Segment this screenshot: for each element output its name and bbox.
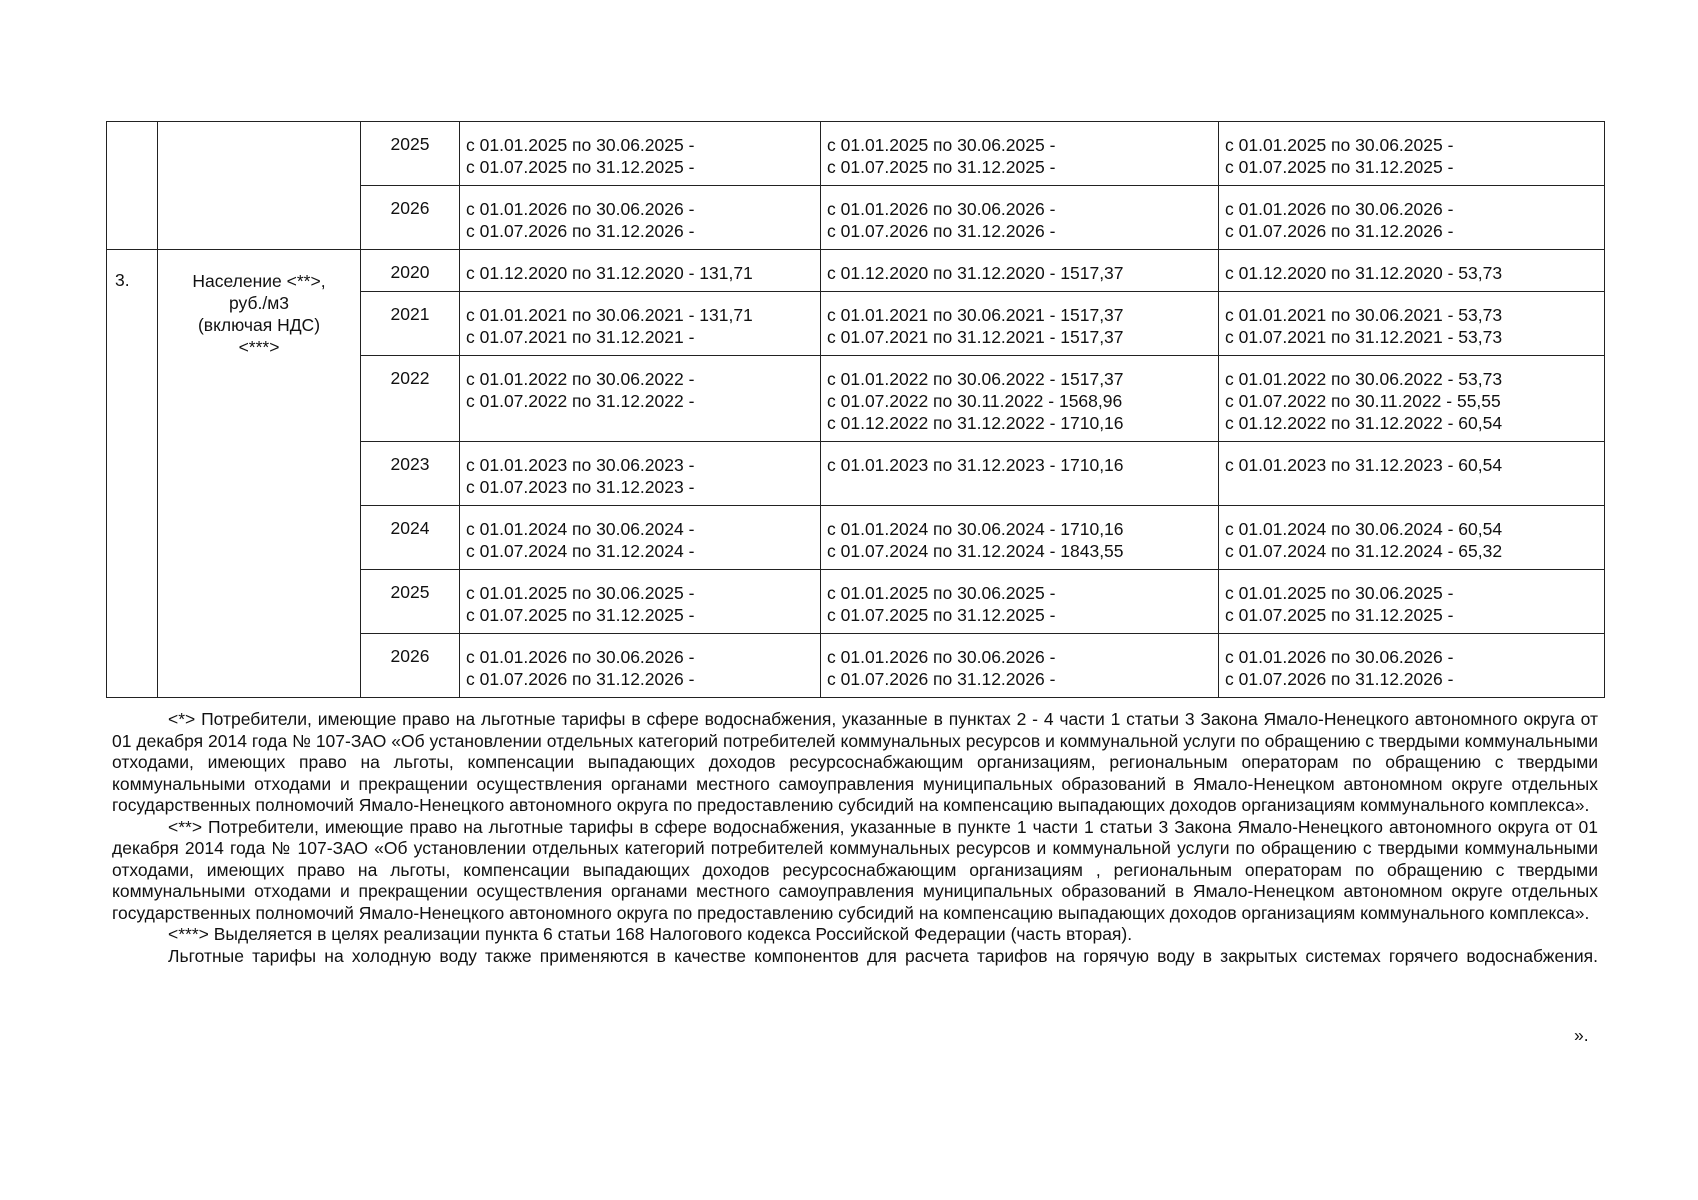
tariff-cell-1 (460, 250, 821, 292)
period-line: с 01.12.2020 по 31.12.2020 - 53,73 (1225, 263, 1503, 283)
period-line: с 01.07.2021 по 31.12.2021 - (466, 327, 695, 347)
year-cell: 2025 (361, 122, 460, 186)
year-cell: 2021 (361, 292, 460, 356)
period-line: с 01.07.2026 по 31.12.2026 - (466, 669, 695, 689)
category-line: Население <**>, (192, 271, 326, 291)
tariff-cell-3 (1219, 356, 1605, 442)
period-line: с 01.07.2021 по 31.12.2021 - 53,73 (1225, 327, 1503, 347)
footnote-4: Льготные тарифы на холодную воду также применяются в качестве компонентов для расчета тарифов на горячую воду в закрытых системах горячего водоснабжения. (168, 945, 1598, 966)
tariff-cell-1 (460, 186, 821, 250)
period-line: с 01.01.2025 по 30.06.2025 - (1225, 135, 1454, 155)
year-cell: 2026 (361, 186, 460, 250)
period-line: с 01.01.2022 по 30.06.2022 - 1517,37 (827, 369, 1124, 389)
period-line: с 01.12.2020 по 31.12.2020 - 1517,37 (827, 263, 1124, 283)
tariff-cell-3 (1219, 442, 1605, 506)
tariff-table-body (107, 122, 1605, 698)
tariff-cell-2 (821, 442, 1219, 506)
period-line: с 01.01.2022 по 30.06.2022 - (466, 369, 695, 389)
period-line: с 01.01.2023 по 30.06.2023 - (466, 455, 695, 475)
period-line: с 01.07.2023 по 31.12.2023 - (466, 477, 695, 497)
tariff-cell-2 (821, 122, 1219, 186)
category-cell (158, 250, 361, 698)
tariff-cell-2 (821, 292, 1219, 356)
tariff-table (106, 121, 1605, 698)
footnotes (112, 709, 1598, 967)
period-line: с 01.01.2024 по 30.06.2024 - 60,54 (1225, 519, 1503, 539)
year-cell: 2020 (361, 250, 460, 292)
period-line: с 01.01.2024 по 30.06.2024 - 1710,16 (827, 519, 1124, 539)
period-line: с 01.07.2026 по 31.12.2026 - (466, 221, 695, 241)
period-line: с 01.01.2024 по 30.06.2024 - (466, 519, 695, 539)
year-cell: 2024 (361, 506, 460, 570)
tariff-cell-2 (821, 356, 1219, 442)
period-line: с 01.01.2025 по 30.06.2025 - (827, 583, 1056, 603)
period-line: с 01.07.2024 по 31.12.2024 - (466, 541, 695, 561)
period-line: с 01.07.2022 по 30.11.2022 - 55,55 (1225, 391, 1501, 411)
period-line: с 01.01.2025 по 30.06.2025 - (827, 135, 1056, 155)
period-line: с 01.07.2021 по 31.12.2021 - 1517,37 (827, 327, 1124, 347)
period-line: с 01.12.2022 по 31.12.2022 - 60,54 (1225, 413, 1503, 433)
tariff-cell-1 (460, 356, 821, 442)
category-cell (158, 122, 361, 250)
period-line: с 01.01.2025 по 30.06.2025 - (1225, 583, 1454, 603)
period-line: с 01.01.2023 по 31.12.2023 - 1710,16 (827, 455, 1124, 475)
period-line: с 01.01.2025 по 30.06.2025 - (466, 583, 695, 603)
tariff-cell-3 (1219, 122, 1605, 186)
period-line: с 01.01.2026 по 30.06.2026 - (466, 199, 695, 219)
category-line: <***> (238, 337, 280, 357)
period-line: с 01.01.2025 по 30.06.2025 - (466, 135, 695, 155)
footnote-2: <**> Потребители, имеющие право на льготные тарифы в сфере водоснабжения, указанные в пункте 1 части 1 статьи 3 Закона Ямало-Ненецкого автономного округа от 01 декабря 2014 года № 107-ЗАО «Об установлении отдельных категорий потребителей коммунальных ресурсов и коммунальной услуги по обращению с твердыми коммунальными отходами, имеющих право на льготы, компенсации выпадающих доходов ресурсоснабжающим организациям , региональным операторам по обращению с твердыми коммунальными отходами и прекращении осуществления органами местного самоуправления муниципальных образований в Ямало-Ненецком автономном округе отдельных государственных полномочий Ямало-Ненецкого автономного округа по предоставлению субсидий на компенсацию выпадающих доходов организациям коммунального комплекса». (112, 816, 1598, 923)
period-line: с 01.01.2022 по 30.06.2022 - 53,73 (1225, 369, 1503, 389)
period-line: с 01.07.2024 по 31.12.2024 - 1843,55 (827, 541, 1124, 561)
tariff-cell-3 (1219, 506, 1605, 570)
period-line: с 01.07.2025 по 31.12.2025 - (827, 157, 1056, 177)
period-line: с 01.01.2026 по 30.06.2026 - (1225, 647, 1454, 667)
tariff-cell-3 (1219, 250, 1605, 292)
period-line: с 01.01.2021 по 30.06.2021 - 131,71 (466, 305, 753, 325)
period-line: с 01.01.2026 по 30.06.2026 - (827, 199, 1056, 219)
year-cell: 2026 (361, 634, 460, 698)
tariff-cell-1 (460, 292, 821, 356)
tariff-cell-3 (1219, 186, 1605, 250)
tariff-cell-2 (821, 570, 1219, 634)
category-line: (включая НДС) (197, 315, 321, 335)
tariff-cell-1 (460, 570, 821, 634)
tariff-cell-1 (460, 506, 821, 570)
period-line: с 01.01.2023 по 31.12.2023 - 60,54 (1225, 455, 1503, 475)
year-cell: 2023 (361, 442, 460, 506)
period-line: с 01.07.2025 по 31.12.2025 - (466, 157, 695, 177)
year-cell: 2022 (361, 356, 460, 442)
period-line: с 01.01.2026 по 30.06.2026 - (827, 647, 1056, 667)
tariff-cell-2 (821, 250, 1219, 292)
tariff-cell-3 (1219, 292, 1605, 356)
period-line: с 01.07.2026 по 31.12.2026 - (827, 669, 1056, 689)
period-line: с 01.07.2026 по 31.12.2026 - (1225, 669, 1454, 689)
period-line: с 01.07.2026 по 31.12.2026 - (827, 221, 1056, 241)
period-line: с 01.12.2020 по 31.12.2020 - 131,71 (466, 263, 753, 283)
period-line: с 01.01.2021 по 30.06.2021 - 53,73 (1225, 305, 1503, 325)
period-line: с 01.01.2026 по 30.06.2026 - (1225, 199, 1454, 219)
number-cell (107, 122, 158, 250)
period-line: с 01.07.2026 по 31.12.2026 - (1225, 221, 1454, 241)
tariff-cell-3 (1219, 634, 1605, 698)
footnote-1: <*> Потребители, имеющие право на льготные тарифы в сфере водоснабжения, указанные в пунктах 2 - 4 части 1 статьи 3 Закона Ямало-Ненецкого автономного округа от 01 декабря 2014 года № 107-ЗАО «Об установлении отдельных категорий потребителей коммунальных ресурсов и коммунальной услуги по обращению с твердыми коммунальными отходами, имеющих право на льготы, компенсации выпадающих доходов ресурсоснабжающим организациям, региональным операторам по обращению с твердыми коммунальными отходами и прекращении осуществления органами местного самоуправления муниципальных образований в Ямало-Ненецком автономном округе отдельных государственных полномочий Ямало-Ненецкого автономного округа по предоставлению субсидий на компенсацию выпадающих доходов организациям коммунального комплекса». (112, 709, 1598, 815)
period-line: с 01.01.2026 по 30.06.2026 - (466, 647, 695, 667)
period-line: с 01.07.2024 по 31.12.2024 - 65,32 (1225, 541, 1503, 561)
tariff-cell-2 (821, 634, 1219, 698)
tariff-cell-1 (460, 122, 821, 186)
closing-quote: ». (1574, 1025, 1589, 1045)
footnote-3: <***> Выделяется в целях реализации пункта 6 статьи 168 Налогового кодекса Российской Федерации (часть вторая). (168, 924, 1133, 944)
tariff-cell-2 (821, 506, 1219, 570)
period-line: с 01.07.2025 по 31.12.2025 - (1225, 605, 1454, 625)
period-line: с 01.01.2021 по 30.06.2021 - 1517,37 (827, 305, 1124, 325)
tariff-cell-3 (1219, 570, 1605, 634)
period-line: с 01.07.2025 по 31.12.2025 - (827, 605, 1056, 625)
table-row (107, 250, 1605, 292)
tariff-cell-2 (821, 186, 1219, 250)
period-line: с 01.07.2025 по 31.12.2025 - (466, 605, 695, 625)
tariff-cell-1 (460, 634, 821, 698)
number-cell: 3. (107, 250, 158, 698)
year-cell: 2025 (361, 570, 460, 634)
category-line: руб./м3 (229, 293, 289, 313)
period-line: с 01.07.2022 по 31.12.2022 - (466, 391, 695, 411)
table-row (107, 122, 1605, 186)
tariff-cell-1 (460, 442, 821, 506)
period-line: с 01.07.2022 по 30.11.2022 - 1568,96 (827, 391, 1123, 411)
period-line: с 01.12.2022 по 31.12.2022 - 1710,16 (827, 413, 1124, 433)
period-line: с 01.07.2025 по 31.12.2025 - (1225, 157, 1454, 177)
